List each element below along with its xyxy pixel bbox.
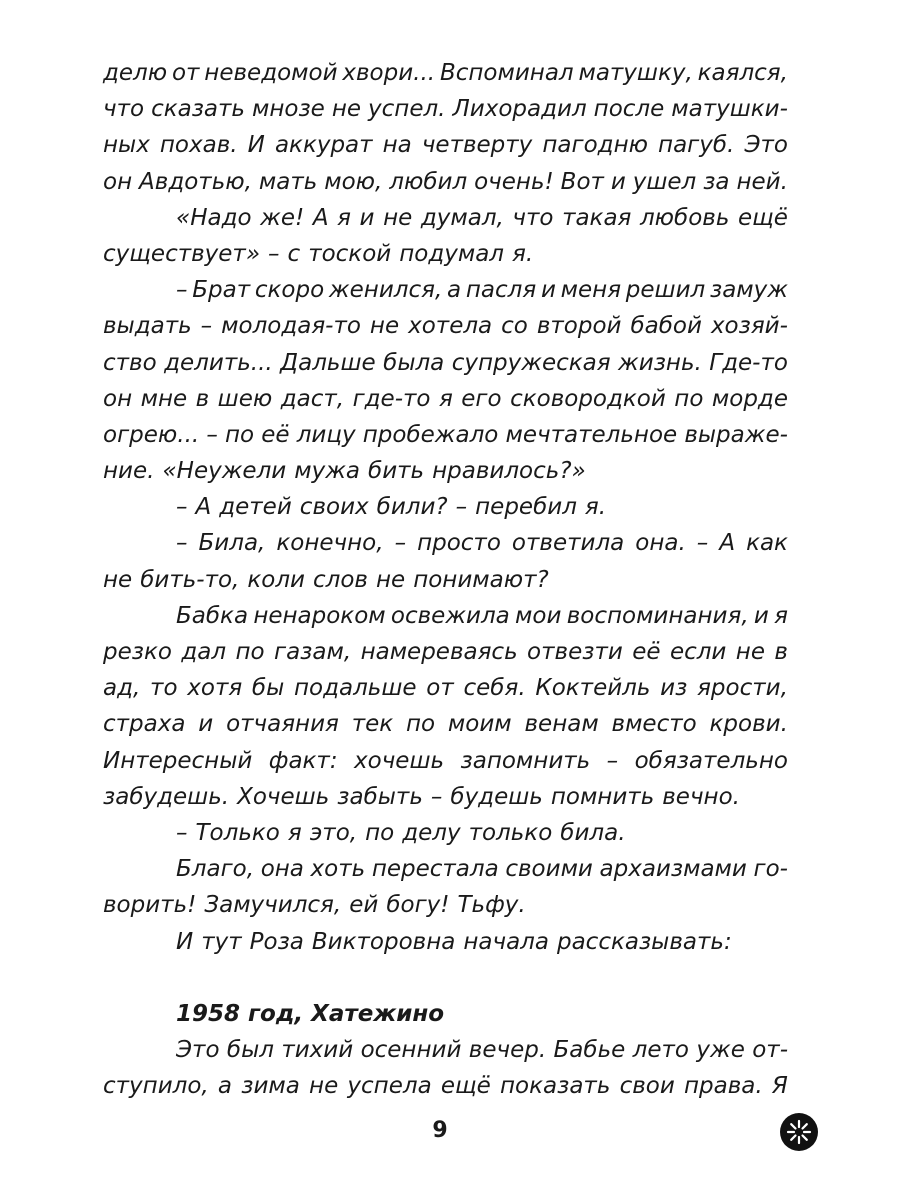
text-line: Благо, она хоть перестала своими архаизмами го- xyxy=(176,856,788,883)
text-line: ние. «Неужели мужа бить нравилось?» xyxy=(103,458,586,485)
text-line: – А детей своих били? – перебил я. xyxy=(176,494,607,521)
text-line: он мне в шею даст, где-то я его сковородкой по морде xyxy=(103,385,788,412)
page-number: 9 xyxy=(432,1118,448,1143)
text-line: ство делить... Дальше была супружеская жизнь. Где-то xyxy=(103,349,788,376)
text-line: – Брат скоро женился, а пасля и меня решил замуж xyxy=(176,277,788,304)
text-line: «Надо же! А я и не думал, что такая любовь ещё xyxy=(176,204,788,231)
text-line: забудешь. Хочешь забыть – будешь помнить вечно. xyxy=(103,783,740,810)
text-line: ад, то хотя бы подальше от себя. Коктейль из ярости, xyxy=(103,675,788,702)
text-line: Бабка ненароком освежила мои воспоминания, и я xyxy=(176,602,788,629)
text-line: Это был тихий осенний вечер. Бабье лето уже от- xyxy=(176,1037,788,1064)
text-line: Интересный факт: хочешь запомнить – обязательно xyxy=(103,747,788,774)
text-line: И тут Роза Викторовна начала рассказывать: xyxy=(176,928,732,955)
text-line: – Била, конечно, – просто ответила она. – А как xyxy=(176,530,788,557)
text-line: – Только я это, по делу только била. xyxy=(176,819,626,846)
text-line: он Авдотью, мать мою, любил очень! Вот и ушел за ней. xyxy=(103,168,788,195)
text-line: ворить! Замучился, ей богу! Тьфу. xyxy=(103,892,526,919)
text-line: делю от неведомой хвори... Вспоминал матушку, каялся, xyxy=(103,60,788,86)
text-line: существует» – с тоской подумал я. xyxy=(103,240,534,267)
text-line: резко дал по газам, намереваясь отвезти её если не в xyxy=(103,639,788,665)
section-heading: 1958 год, Хатежино xyxy=(176,1000,445,1027)
body-text xyxy=(103,55,788,1104)
text-line: выдать – молодая-то не хотела со второй бабой хозяй- xyxy=(103,313,788,340)
text-line: ных похав. И аккурат на четверту пагодню пагуб. Это xyxy=(103,132,788,159)
blank-line xyxy=(103,960,788,996)
text-line: что сказать мнозе не успел. Лихорадил после матушки- xyxy=(103,96,788,123)
asterisk-flower-icon xyxy=(780,1113,818,1151)
text-line: огрею... – по её лицу пробежало мечтательное выраже- xyxy=(103,421,788,448)
text-line: страха и отчаяния тек по моим венам вместо крови. xyxy=(103,711,788,738)
text-line: ступило, а зима не успела ещё показать свои права. Я xyxy=(103,1073,788,1100)
text-line: не бить-то, коли слов не понимают? xyxy=(103,566,549,593)
